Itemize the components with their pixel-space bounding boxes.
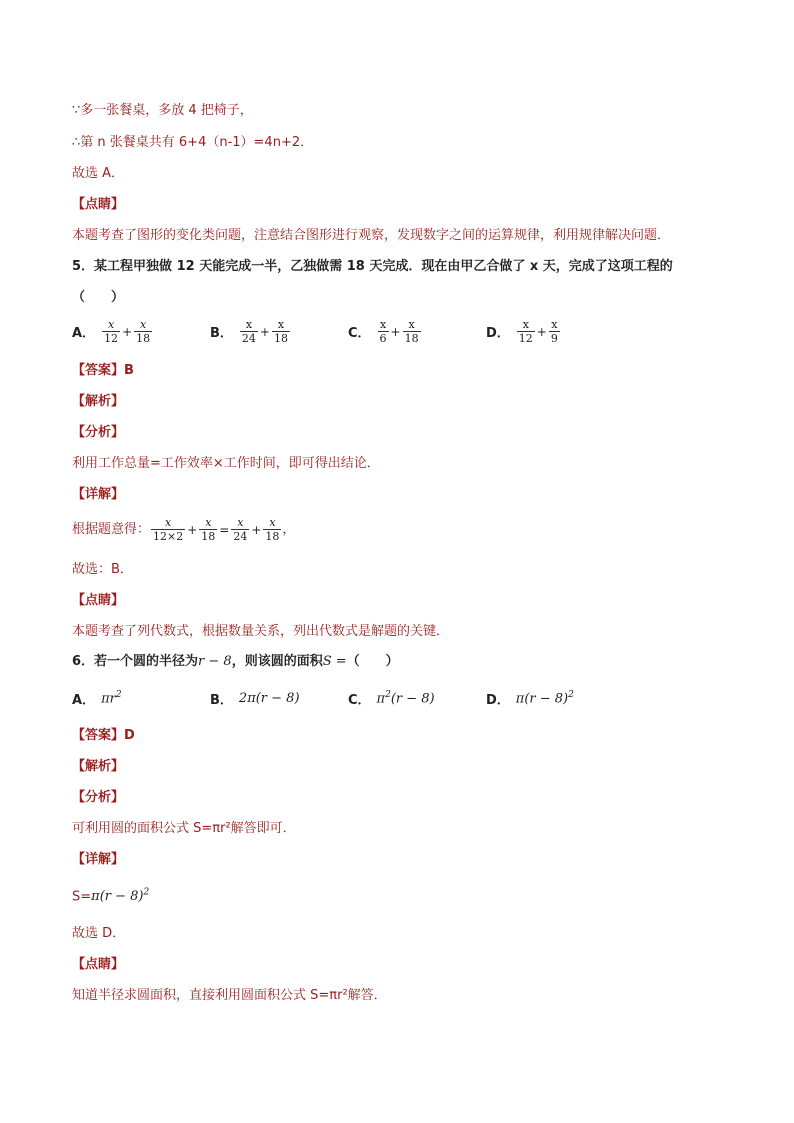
section-tag-xiangjie: 【详解】 xyxy=(72,487,125,502)
text-line: ∵多一张餐桌，多放 4 把椅子， xyxy=(72,103,253,118)
text-line: 可利用圆的面积公式 S=πr²解答即可． xyxy=(72,821,296,836)
q5-detail-line: 根据题意得： $\frac{x}{12\times 2}$ + $\frac{x}{18}$ = $\frac{x}{24}$ + $\frac{x}{18}$ ， xyxy=(72,516,296,543)
text-line: 知道半径求圆面积，直接利用圆面积公式 S=πr²解答． xyxy=(72,988,387,1003)
section-tag-fenxi: 【分析】 xyxy=(72,425,125,440)
section-tag-dianjing: 【点睛】 xyxy=(72,593,125,608)
question-5-stem: 5．某工程甲独做 12 天能完成一半，乙独做需 18 天完成．现在由甲乙合做了 x 天，完成了这项工程的 xyxy=(72,259,673,274)
q5-option-d: D． $\frac{x}{12}$ + $\frac{x}{9}$ xyxy=(486,318,561,345)
text-line: 本题考查了列代数式，根据数量关系，列出代数式是解题的关键． xyxy=(72,624,450,639)
text-line: ∴第 n 张餐桌共有 6+4（n-1）=4n+2． xyxy=(72,135,314,150)
section-tag-dianjing: 【点睛】 xyxy=(72,197,125,212)
q6-option-c: C． $\pi^2(r - 8)$ xyxy=(348,690,435,708)
q5-option-a: A． $\frac{x}{12}$ + $\frac{x}{18}$ xyxy=(72,318,153,345)
text-line: 利用工作总量=工作效率×工作时间，即可得出结论． xyxy=(72,456,380,471)
q5-option-b: B． $\frac{x}{24}$ + $\frac{x}{18}$ xyxy=(210,318,291,345)
q6-detail-line: $S=\pi(r - 8)^2$ xyxy=(72,888,150,905)
section-tag-xiangjie: 【详解】 xyxy=(72,852,125,867)
question-5-paren: （ ） xyxy=(72,290,125,305)
text-line: 故选 D． xyxy=(72,926,126,941)
section-tag-answer: 【答案】B xyxy=(72,363,134,378)
section-tag-jiexi: 【解析】 xyxy=(72,759,125,774)
text-line: 故选 A． xyxy=(72,166,125,181)
section-tag-jiexi: 【解析】 xyxy=(72,394,125,409)
fraction-expression: $\frac{x}{12}$ + $\frac{x}{18}$ xyxy=(104,318,151,345)
fraction-expression: $\frac{x}{6}$ + $\frac{x}{18}$ xyxy=(379,318,419,345)
q6-option-b: B． 2π(r − 8) xyxy=(210,691,300,708)
fraction-expression: $\frac{x}{24}$ + $\frac{x}{18}$ xyxy=(241,318,288,345)
section-tag-dianjing: 【点睛】 xyxy=(72,957,125,972)
q6-option-d: D． $\pi(r - 8)^2$ xyxy=(486,690,574,708)
text-line: 故选：B． xyxy=(72,562,133,577)
fraction-expression: $\frac{x}{12}$ + $\frac{x}{9}$ xyxy=(518,318,558,345)
text-line: 本题考查了图形的变化类问题，注意结合图形进行观察，发现数字之间的运算规律，利用规律解决问题． xyxy=(72,228,671,243)
q5-option-c: C． $\frac{x}{6}$ + $\frac{x}{18}$ xyxy=(348,318,422,345)
q6-option-a: A． $\pi r^2$ xyxy=(72,690,122,708)
section-tag-answer: 【答案】D xyxy=(72,728,135,743)
question-6-stem: 6．若一个圆的半径为r − 8，则该圆的面积S =（ ） xyxy=(72,654,399,669)
section-tag-fenxi: 【分析】 xyxy=(72,790,125,805)
